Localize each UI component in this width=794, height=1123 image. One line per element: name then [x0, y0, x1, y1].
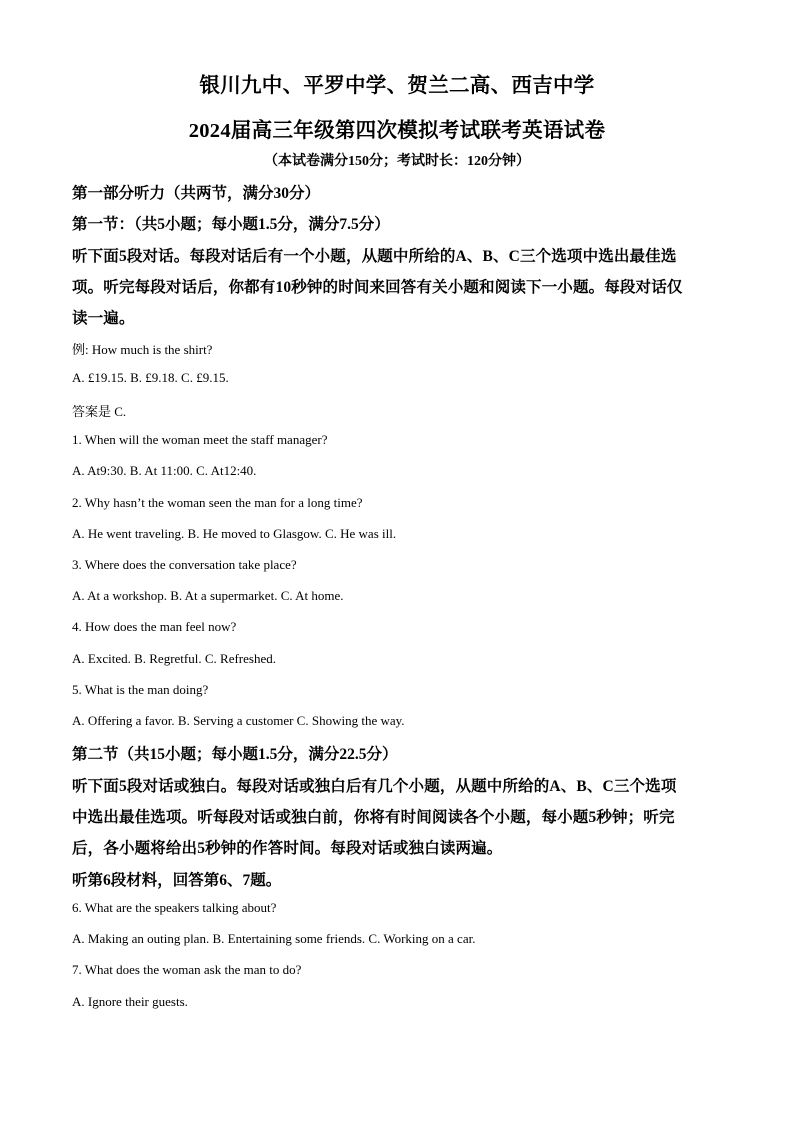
question-4-options: A. Excited. B. Regretful. C. Refreshed. [72, 651, 276, 666]
question-7-options: A. Ignore their guests. [72, 994, 188, 1009]
question-1: 1. When will the woman meet the staff manager? [72, 432, 328, 447]
question-5-options: A. Offering a favor. B. Serving a customer C. Showing the way. [72, 713, 405, 728]
section1-instruction-line: 听下面5段对话。每段对话后有一个小题，从题中所给的A、B、C三个选项中选出最佳选 [72, 248, 677, 265]
section1-title: 第一节：（共5小题；每小题1.5分，满分7.5分） [72, 216, 390, 233]
material-6-heading: 听第6段材料，回答第6、7题。 [72, 872, 282, 889]
section2-instruction-line: 后，各小题将给出5秒钟的作答时间。每段对话或独白读两遍。 [72, 840, 503, 857]
question-3: 3. Where does the conversation take place? [72, 557, 297, 572]
exam-info: （本试卷满分150分；考试时长：120分钟） [264, 154, 530, 169]
question-2-options: A. He went traveling. B. He moved to Glasgow. C. He was ill. [72, 526, 397, 541]
section2-instruction-line: 听下面5段对话或独白。每段对话或独白后有几个小题，从题中所给的A、B、C三个选项 [72, 778, 677, 795]
question-2: 2. Why hasn’t the woman seen the man for a long time? [72, 495, 363, 510]
example-answer: 答案是 C. [72, 404, 127, 419]
exam-title: 2024届高三年级第四次模拟考试联考英语试卷 [188, 120, 606, 142]
part1-title: 第一部分听力（共两节，满分30分） [72, 185, 321, 202]
question-6: 6. What are the speakers talking about? [72, 900, 277, 915]
section2-title: 第二节（共15小题；每小题1.5分，满分22.5分） [72, 746, 398, 763]
example-question: 例: How much is the shirt? [72, 342, 213, 357]
question-1-options: A. At9:30. B. At 11:00. C. At12:40. [72, 463, 257, 478]
example-options: A. £19.15. B. £9.18. C. £9.15. [72, 370, 229, 385]
section1-instruction-line: 读一遍。 [72, 310, 135, 327]
question-6-options: A. Making an outing plan. B. Entertaining some friends. C. Working on a car. [72, 931, 476, 946]
question-4: 4. How does the man feel now? [72, 619, 237, 634]
question-7: 7. What does the woman ask the man to do? [72, 962, 302, 977]
section1-instruction-line: 项。听完每段对话后，你都有10秒钟的时间来回答有关小题和阅读下一小题。每段对话仅 [72, 279, 683, 296]
question-3-options: A. At a workshop. B. At a supermarket. C. At home. [72, 588, 344, 603]
section2-instruction-line: 中选出最佳选项。听每段对话或独白前，你将有时间阅读各个小题，每小题5秒钟；听完 [72, 809, 675, 826]
question-5: 5. What is the man doing? [72, 682, 209, 697]
schools-title: 银川九中、平罗中学、贺兰二高、西吉中学 [199, 75, 595, 97]
